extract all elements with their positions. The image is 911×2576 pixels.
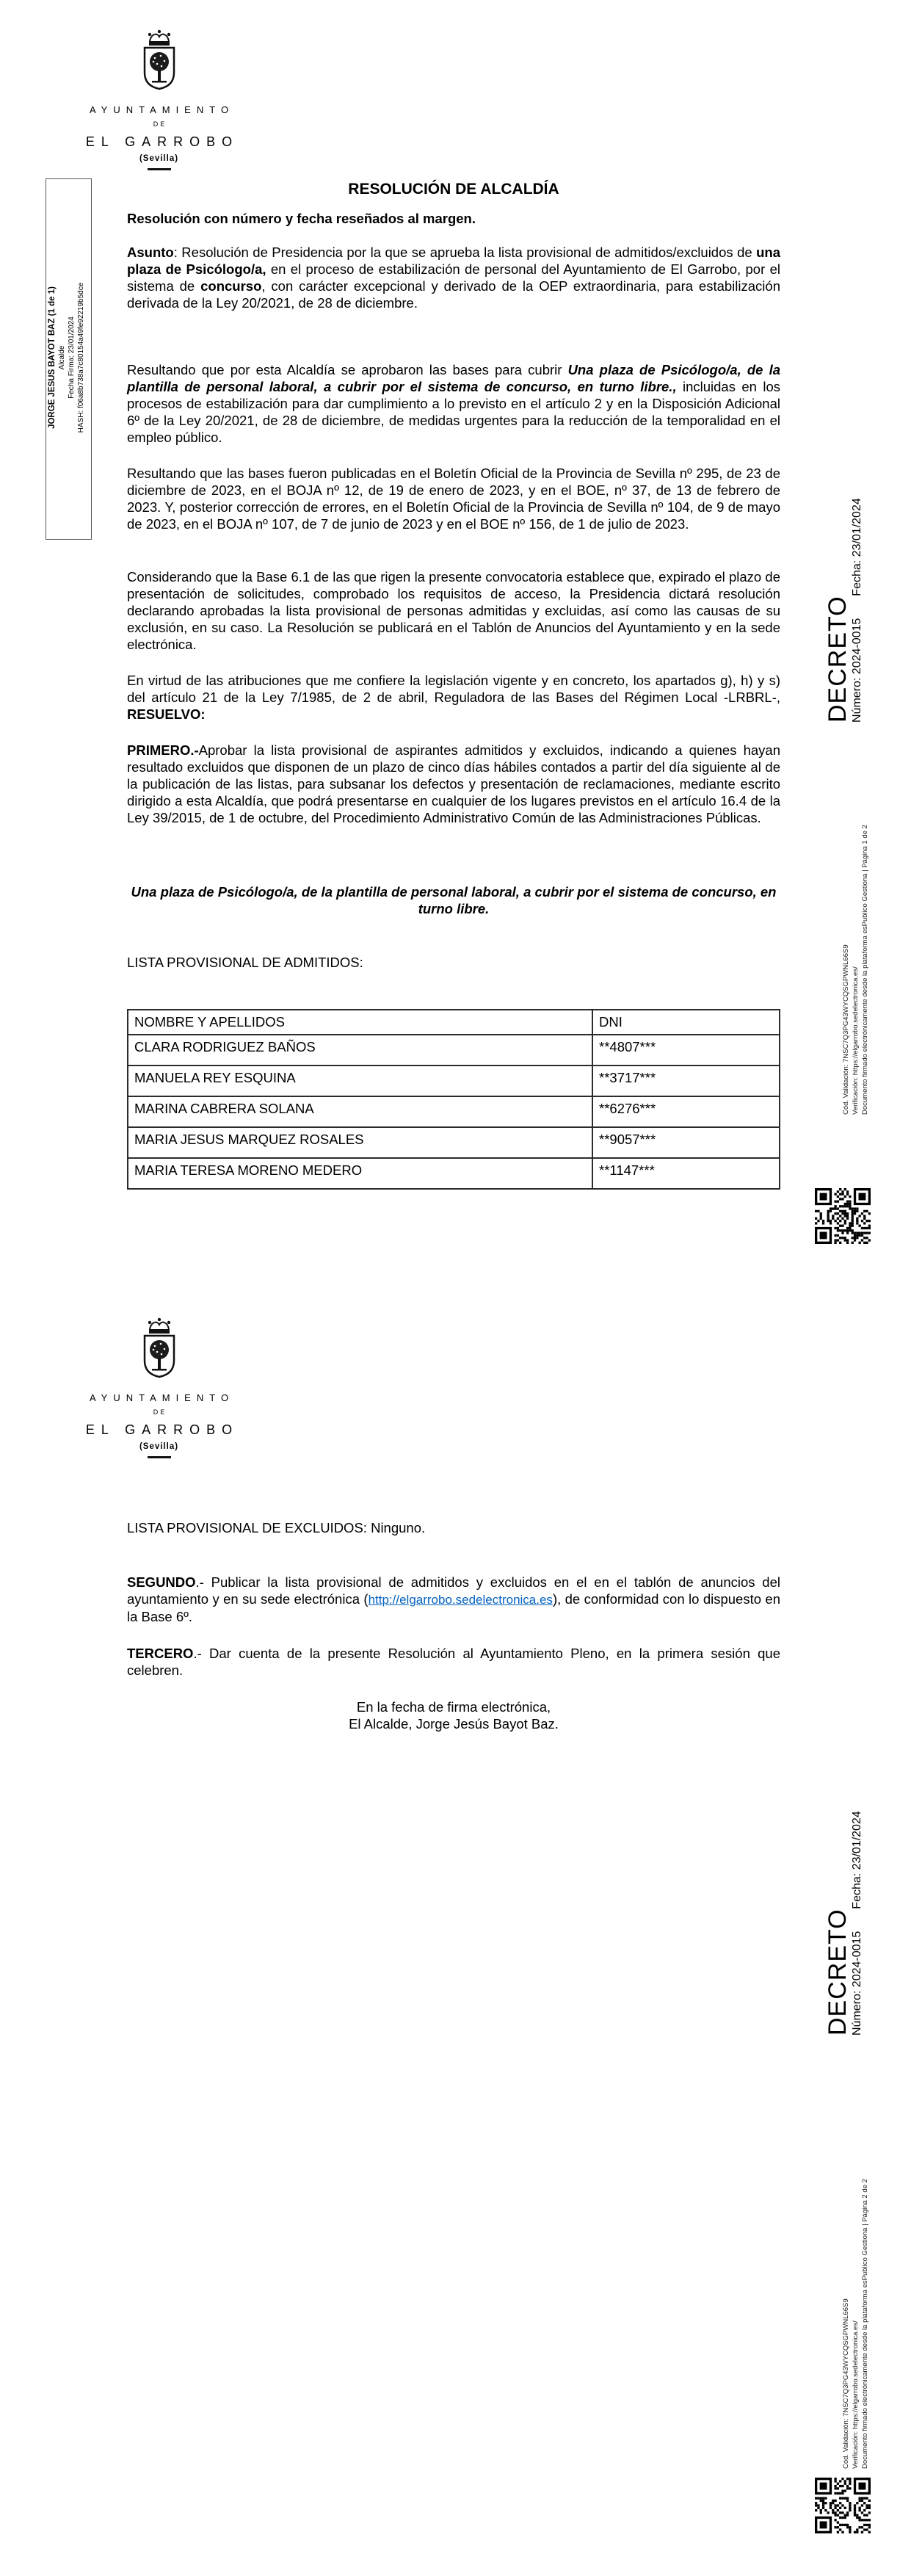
table-cell: **9057*** [592, 1127, 780, 1158]
decree-number: Número: 2024-0015 [851, 1931, 863, 2036]
paragraph-resultando2: Resultando que las bases fueron publicadas en el Boletín Oficial de la Provincia de Sevilla nº 295, de 23 de diciembre de 2023, en el BOJA nº 12, de 19 de enero de 2023, y en el BOE, nº 37, de 13 de febrero de 2023. Y, posterior corrección de errores, en el Boletín Oficial de la Provincia de Sevilla nº 104, de 9 de mayo de 2023, en el BOJA nº 107, de 7 de junio de 2023 y en el BOE nº 156, de 1 de julio de 2023. [127, 466, 780, 532]
logo-town-name: EL GARROBO [85, 1422, 239, 1437]
verification-url: Verificación: https://elgarrobo.sedelectronica.es/ [852, 966, 860, 1115]
table-row [128, 1127, 780, 1158]
logo-rule [148, 168, 171, 170]
validation-code: Cód. Validación: 7NSC7Q3PG43WYCQSGPWNL66S9 [842, 944, 850, 1115]
table-cell: **6276*** [592, 1096, 780, 1127]
decree-number-date [850, 1782, 865, 2036]
table-cell: CLARA RODRIGUEZ BAÑOS [128, 1035, 592, 1066]
signature-stamp-box [46, 178, 92, 540]
paragraph-asunto: Asunto: Resolución de Presidencia por la que se aprueba la lista provisional de admitidos/excluidos de una plaza de Psicólogo/a, en el proceso de estabilización de personal del Ayuntamiento de El Garrobo, por el sistema de concurso, con carácter excepcional y derivado de la OEP extraordinaria, para estabilización derivada de la Ley 20/2021, de 28 de diciembre. [127, 245, 781, 311]
logo-province: (Sevilla) [139, 154, 179, 163]
logo-rule [148, 1456, 171, 1458]
logo-de: DE [153, 120, 167, 128]
signature-stamp-text [48, 178, 90, 537]
decree-margin-page1 [825, 469, 868, 723]
paragraph-resultando1: Resultando que por esta Alcaldía se aprobaron las bases para cubrir Una plaza de Psicólogo/a, de la plantilla de personal laboral, a cubrir por el sistema de concurso, en turno libre., incluidas en los procesos de estabilización para dar cumplimiento a lo previsto en el artículo 2 y en la Disposición Adicional 6º de la Ley 20/2021, de 28 de diciembre, de medidas urgentes para la reducción de la temporalidad en el empleo público. [127, 362, 780, 445]
table-cell: **3717*** [592, 1066, 780, 1096]
decree-date: Fecha: 23/01/2024 [851, 1811, 863, 1909]
table-row [128, 1096, 780, 1127]
signer-name: JORGE JESUS BAYOT BAZ (1 de 1) [48, 286, 57, 429]
column-header: DNI [592, 1010, 780, 1035]
table-cell: MARIA TERESA MORENO MEDERO [128, 1158, 592, 1189]
page-title: RESOLUCIÓN DE ALCALDÍA [348, 181, 559, 198]
table-row [128, 1158, 780, 1189]
decree-margin-page2 [825, 1782, 868, 2036]
validation-code: Cód. Validación: 7NSC7Q3PG43WYCQSGPWNL66S9 [842, 2298, 850, 2469]
margin-note: Resolución con número y fecha reseñados al margen. [127, 211, 476, 226]
decree-number-date [850, 469, 865, 723]
decree-number: Número: 2024-0015 [851, 618, 863, 723]
platform-note: Documento firmado electrónicamente desde la plataforma esPublico Gestiona | Página 2 de 2 [861, 2179, 869, 2469]
decree-type: DECRETO [824, 596, 852, 723]
signature-date: Fecha Firma: 23/01/2024 [68, 316, 76, 399]
logo-de: DE [153, 1408, 167, 1416]
column-header: NOMBRE Y APELLIDOS [128, 1010, 592, 1035]
qr-code-page2 [815, 2478, 871, 2533]
signer-role: Alcalde [58, 345, 66, 370]
paragraph-envirtud: En virtud de las atribuciones que me confiere la legislación vigente y en concreto, los apartados g), h) y s) del artículo 21 de la Ley 7/1985, de 2 de abril, Reguladora de las Bases del Régimen Local -LRBRL-, RESUELVO: [127, 673, 780, 722]
excluded-list-line: LISTA PROVISIONAL DE EXCLUIDOS: Ninguno. [127, 1520, 426, 1535]
plaza-heading: Una plaza de Psicólogo/a, de la plantilla de personal laboral, a cubrir por el sistema de concurso, en turno libre. [131, 884, 777, 916]
ayuntamiento-logo-page2 [76, 1317, 242, 1458]
table-cell: **1147*** [592, 1158, 780, 1189]
verification-url: Verificación: https://elgarrobo.sedelectronica.es/ [852, 2320, 860, 2469]
paragraph-segundo: SEGUNDO.- Publicar la lista provisional de admitidos y excluidos en el en el tablón de anuncios del ayuntamiento y en su sede electrónica (http://elgarrobo.sedelectronica.es), de conformidad con lo dispuesto en la Base 6º. [127, 1574, 780, 1624]
paragraph-primero: PRIMERO.-Aprobar la lista provisional de aspirantes admitidos y excluidos, indicando a quienes hayan resultado excluidos que disponen de un plazo de cinco días hábiles contados a partir del día siguiente al de la publicación de las listas, para subsanar los defectos y presentación de reclamaciones, mediante escrito dirigido a esta Alcaldía, que podrá presentarse en cualquier de los lugares previstos en el artículo 16.4 de la Ley 39/2015, de 1 de octubre, del Procedimiento Administrativo Común de las Administraciones Públicas. [127, 742, 780, 825]
qr-code-page1 [815, 1188, 871, 1244]
decree-type: DECRETO [824, 1909, 852, 2036]
paragraph-tercero: TERCERO.- Dar cuenta de la presente Resolución al Ayuntamiento Pleno, en la primera sesión que celebren. [127, 1646, 780, 1678]
ayuntamiento-logo [76, 29, 242, 170]
platform-note: Documento firmado electrónicamente desde la plataforma esPublico Gestiona | Página 1 de 2 [861, 825, 869, 1115]
logo-municipality: AYUNTAMIENTO [89, 1392, 235, 1403]
closing-signature-date: En la fecha de firma electrónica, [356, 1699, 551, 1715]
coat-of-arms-icon [139, 1317, 180, 1380]
table-row [128, 1035, 780, 1066]
fineprint-page2 [841, 2146, 872, 2469]
admitted-list-label: LISTA PROVISIONAL DE ADMITIDOS: [127, 955, 363, 970]
closing-signer: El Alcalde, Jorge Jesús Bayot Baz. [349, 1716, 559, 1732]
fineprint-page1 [841, 792, 872, 1115]
paragraph-considerando: Considerando que la Base 6.1 de las que rigen la presente convocatoria establece que, expirado el plazo de presentación de solicitudes, comprobado los requisitos de acceso, la Presidencia dictará resolución declarando aprobadas la lista provisional de personas admitidas y excluidas, así como las causas de su exclusión, en su caso. La Resolución se publicará en el Tablón de Anuncios del Ayuntamiento y en la sede electrónica. [127, 569, 780, 652]
logo-town-name: EL GARROBO [85, 134, 239, 149]
sede-electronica-link[interactable]: http://elgarrobo.sedelectronica.es [368, 1593, 553, 1607]
admitted-table [127, 1009, 780, 1190]
table-cell: **4807*** [592, 1035, 780, 1066]
logo-municipality: AYUNTAMIENTO [89, 104, 235, 115]
table-row [128, 1066, 780, 1096]
table-cell: MARINA CABRERA SOLANA [128, 1096, 592, 1127]
decree-date: Fecha: 23/01/2024 [851, 498, 863, 596]
coat-of-arms-icon [139, 29, 180, 92]
table-header-row [128, 1010, 780, 1035]
logo-province: (Sevilla) [139, 1442, 179, 1451]
table-cell: MARIA JESUS MARQUEZ ROSALES [128, 1127, 592, 1158]
signature-hash: HASH: f06a8b738a7c80154a49fe92219b5dce [77, 282, 85, 433]
table-cell: MANUELA REY ESQUINA [128, 1066, 592, 1096]
